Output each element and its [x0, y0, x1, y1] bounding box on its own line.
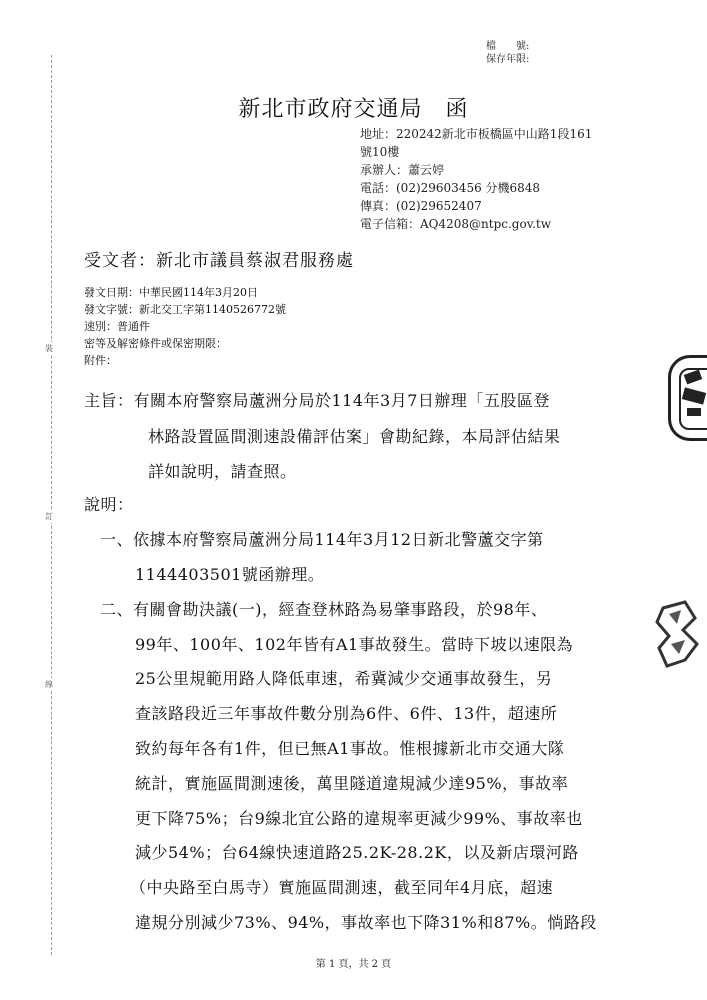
item-2-line-6: 統計，實施區間測速後，萬里隧道違規減少達95%，事故率 — [135, 774, 569, 793]
document-number: 發文字號：新北交工字第1140526772號 — [84, 303, 286, 316]
document-title: 新北市政府交通局 函 — [238, 97, 469, 122]
sender-fax: 傳真：(02)29652407 — [360, 199, 482, 213]
item-2-line-4: 查該路段近三年事故件數分別為6件、6件、13件，超速所 — [135, 704, 558, 723]
sender-phone: 電話：(02)29603456 分機6848 — [360, 181, 541, 195]
page-footer: 第 1 頁，共 2 頁 — [315, 959, 392, 970]
binding-line — [51, 55, 52, 955]
item-2-line-1: 二、有關會勘決議(一)，經查登林路為易肇事路段，於98年、 — [100, 600, 548, 619]
item-2-line-9: （中央路至白馬寺）實施區間測速，截至同年4月底，超速 — [130, 878, 554, 897]
attachments: 附件： — [84, 354, 117, 367]
item-2-line-2: 99年、100年、102年皆有A1事故發生。當時下坡以速限為 — [135, 635, 574, 654]
subject-line-1: 主旨：有關本府警察局蘆洲分局於114年3月7日辦理「五股區登 — [84, 391, 550, 410]
explanation-label: 說明： — [84, 495, 134, 514]
item-2-line-8: 減少54%；台64線快速道路25.2K-28.2K，以及新店環河路 — [135, 843, 579, 862]
subject-line-3: 詳如說明，請查照。 — [148, 462, 297, 481]
item-1-line-2: 1144403501號函辦理。 — [135, 565, 325, 584]
binding-mark-staple: 訂 — [45, 512, 53, 521]
sender-address-2: 號10樓 — [360, 145, 400, 159]
file-number: 檔 號: — [486, 41, 530, 52]
subject-line-2: 林路設置區間測速設備評估案」會勘紀錄，本局評估結果 — [148, 427, 561, 446]
sender-address-1: 地址：220242新北市板橋區中山路1段161 — [360, 127, 593, 141]
secrecy-level: 密等及解密條件或保密期限： — [84, 337, 227, 350]
item-2-line-10: 違規分別減少73%、94%，事故率也下降31%和87%。惝路段 — [135, 913, 597, 932]
item-2-line-5: 致約每年各有1件，但已無A1事故。惟根據新北市交通大隊 — [135, 739, 565, 758]
sender-email: 電子信箱：AQ4208@ntpc.gov.tw — [360, 217, 551, 231]
speed-class: 速別：普通件 — [84, 320, 150, 333]
binding-mark-line: 線 — [45, 680, 53, 689]
sender-handler: 承辦人：蕭云婷 — [360, 163, 445, 177]
item-2-line-7: 更下降75%；台9線北宜公路的違規率更減少99%、事故率也 — [135, 809, 583, 828]
official-seal — [668, 355, 707, 441]
binding-mark-bind: 裝 — [45, 344, 53, 353]
seal-fragment — [655, 600, 700, 672]
issue-date: 發文日期：中華民國114年3月20日 — [84, 286, 258, 299]
item-2-line-3: 25公里規範用路人降低車速，希冀減少交通事故發生，另 — [135, 669, 553, 688]
recipient: 受文者：新北市議員蔡淑君服務處 — [84, 251, 354, 271]
retention-period: 保存年限: — [486, 54, 530, 65]
item-1-line-1: 一、依據本府警察局蘆洲分局114年3月12日新北警蘆交字第 — [100, 530, 544, 549]
